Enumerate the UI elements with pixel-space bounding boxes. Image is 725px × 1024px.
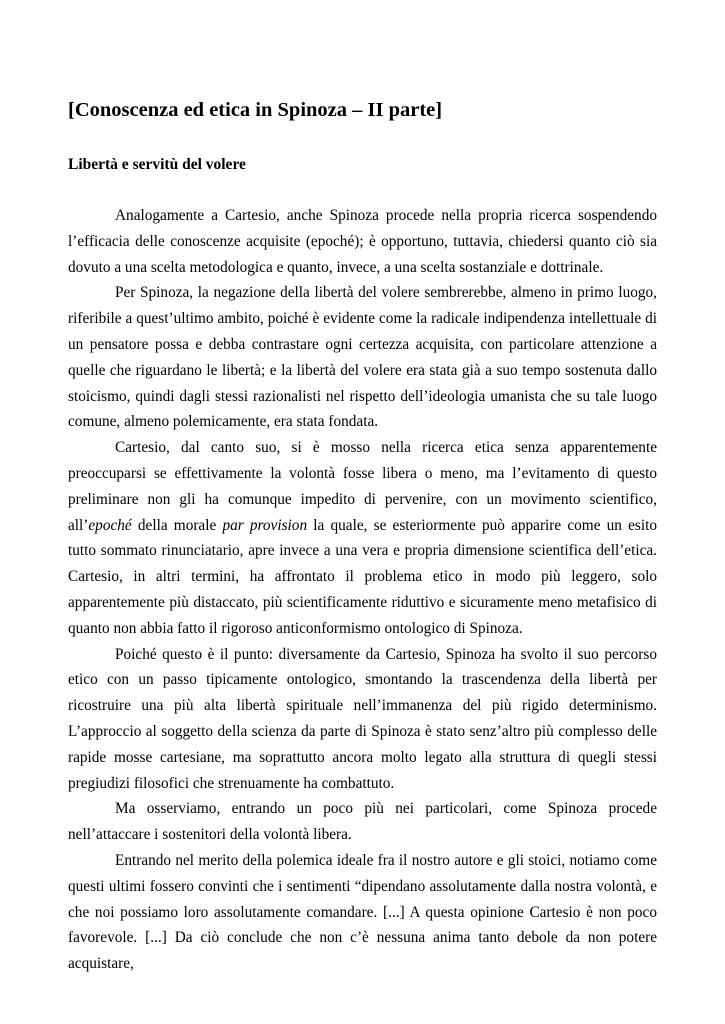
paragraph <box>68 435 657 641</box>
paragraph <box>68 848 657 977</box>
italic-term-par-provision: par provision <box>222 516 308 534</box>
paragraph-text: Poiché questo è il punto: diversamente da Cartesio, Spinoza ha svolto il suo percorso etico con un passo tipicamente ontologico, smontando la trascendenza della libertà per ricostruire una più alta libertà spirituale nell’immanenza del più rigido determinismo. L’approccio al soggetto della scienza da parte di Spinoza è stato senz’altro più complesso delle rapide mosse cartesiane, ma soprattutto ancora molto legato alla struttura di quegli stessi pregiudizi filosofici che strenuamente ha combattuto. <box>68 645 657 792</box>
paragraph-text: Analogamente a Cartesio, anche Spinoza procede nella propria ricerca sospendendo l’efficacia delle conoscenze acquisite (epoché); è opportuno, tuttavia, chiedersi quanto ciò sia dovuto a una scelta metodologica e quanto, invece, a una scelta sostanziale e dottrinale. <box>68 207 657 276</box>
paragraph <box>68 796 657 848</box>
paragraph <box>68 280 657 435</box>
paragraph-text: della morale <box>131 516 223 534</box>
paragraph-text: la quale, se esteriormente può apparire come un esito tutto sommato rinunciatario, apre invece a una vera e propria dimensione scientifica dell’etica. Cartesio, in altri termini, ha affrontato il problema etico in modo più leggero, solo apparentemente più distaccato, più scientificamente riduttivo e sicuramente meno metafisico di quanto non abbia fatto il rigoroso anticonformismo ontologico di Spinoza. <box>68 516 658 637</box>
paragraph-text: Ma osserviamo, entrando un poco più nei particolari, come Spinoza procede nell’attaccare i sostenitori della volontà libera. <box>68 800 657 844</box>
section-subtitle: Libertà e servitù del volere <box>68 156 246 173</box>
paragraph-text: Cartesio, dal canto suo, si è mosso nella ricerca etica senza apparentemente preoccuparsi se effettivamente la volontà fosse libera o meno, ma l’evitamento di questo preliminare non gli ha comunque impedito di pervenire, con un movimento scientifico, all’ <box>68 439 657 534</box>
paragraph-text: Entrando nel merito della polemica ideale fra il nostro autore e gli stoici, notiamo come questi ultimi fossero convinti che i sentimenti “dipendano assolutamente dalla nostra volontà, e che noi possiamo loro assolutamente comandare. [...] A questa opinione Cartesio è non poco favorevole. [...] Da ciò conclude che non c’è nessuna anima tanto debole da non potere acquistare, <box>68 851 657 973</box>
italic-term-epoche: epoché <box>88 516 132 534</box>
paragraph-text: Per Spinoza, la negazione della libertà del volere sembrerebbe, almeno in primo luogo, riferibile a quest’ultimo ambito, poiché è evidente come la radicale indipendenza intellettuale di un pensatore possa e debba contrastare ogni certezza acquisita, con particolare attenzione a quelle che riguardano le libertà; e la libertà del volere era stata già a suo tempo sostenuta dallo stoicismo, quindi dagli stessi razionalisti nel rispetto dell’ideologia umanista che su tale luogo comune, almeno polemicamente, era stata fondata. <box>68 284 657 431</box>
paragraph <box>68 203 657 280</box>
paragraph <box>68 642 657 797</box>
body-text <box>68 203 657 977</box>
document-title: [Conoscenza ed etica in Spinoza – II parte] <box>68 99 443 121</box>
